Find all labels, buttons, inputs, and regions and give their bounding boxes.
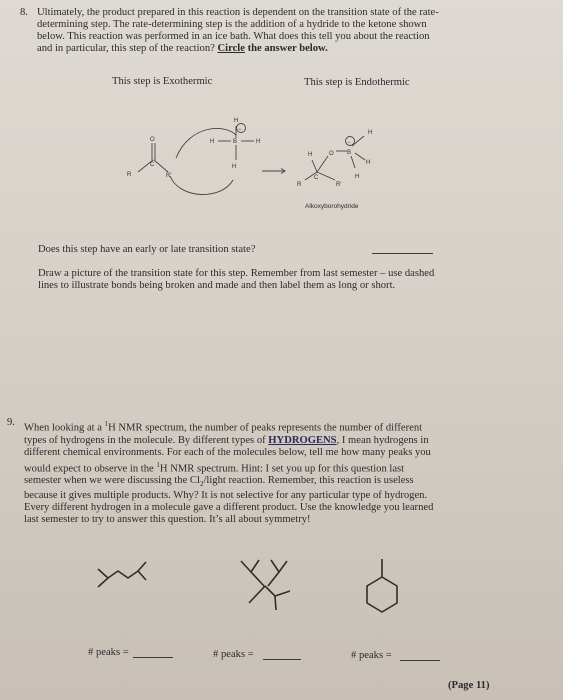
q9-l4-pre: would expect to observe in the [24, 463, 157, 475]
product-carbon: C [314, 175, 319, 181]
q9-l4-post: H NMR spectrum. Hint: I set you up for this question last [159, 463, 405, 475]
q9-line-7: Every different hydrogen in a molecule gave a different product. Use the knowledge you learned [24, 502, 434, 514]
molecule-2-tail [275, 596, 276, 610]
question-8-number: 8. [20, 7, 28, 18]
q8-line-2: determining step. The rate-determining step is the addition of a hydride to the ketone shown [37, 19, 427, 30]
early-late-question: Does this step have an early or late transition state? [38, 244, 256, 255]
q8-circle-word: Circle [217, 43, 245, 54]
molecule-2-right-to-core [268, 572, 279, 586]
q8-line-1: Ultimately, the product prepared in this reaction is dependent on the transition state of the rate- [37, 7, 439, 18]
bh4-h-bottom: H [232, 164, 237, 170]
molecule-1-chain [108, 571, 146, 580]
molecule-2-top-left [241, 560, 259, 572]
option-endothermic[interactable]: This step is Endothermic [304, 77, 410, 88]
molecule-2-left-to-core [251, 572, 264, 586]
q9-l2: types of hydrogens in the molecule. By different types of [24, 434, 269, 446]
product-rprime: R' [336, 182, 342, 188]
molecule-2-top-right [271, 560, 287, 572]
bh4-h-right: H [256, 139, 261, 145]
q9-l5-post: /light reaction. Remember, this reaction is useless [203, 475, 414, 487]
draw-line-2: lines to illustrate bonds being broken and made and then label them as long or short. [38, 280, 396, 291]
q9-sup-1: 1 [104, 420, 109, 428]
q9-l1-pre: When looking at a [24, 422, 105, 434]
molecule-2-peaks-blank[interactable] [263, 659, 301, 660]
molecule-1-peaks-label: # peaks = [88, 647, 129, 658]
q8-line-4-pre: and in particular, this step of the reaction? [37, 43, 218, 54]
product-h-right: H [366, 160, 371, 166]
ketone-oxygen: O [150, 137, 155, 143]
q9-l2-post: , I mean hydrogens in [336, 434, 429, 446]
bh4-h-left: H [210, 139, 215, 145]
molecule-1-peaks-blank[interactable] [133, 657, 173, 658]
molecule-2-side [275, 591, 290, 596]
q8-line-4-post: the answer below. [244, 43, 328, 54]
bh4-charge: − [238, 127, 242, 133]
q8-line-3: below. This reaction was performed in an ice bath. What does this tell you about the reaction [37, 31, 430, 42]
product-oxygen: O [329, 151, 334, 157]
molecule-3-peaks-label: # peaks = [351, 650, 392, 661]
product-h-bottom: H [355, 174, 360, 180]
option-exothermic[interactable]: This step is Exothermic [112, 76, 213, 87]
page-number: (Page 11) [448, 680, 490, 691]
ketone-r: R [127, 172, 132, 178]
molecule-1-left-branch [98, 569, 108, 587]
q9-l5: semester when we were discussing the Cl [24, 475, 200, 487]
molecule-2-down-left [249, 586, 265, 603]
question-9-number: 9. [7, 417, 15, 428]
molecule-2-peaks-label: # peaks = [213, 649, 254, 660]
product-r: R [297, 182, 302, 188]
ketone-rprime: R' [166, 173, 172, 179]
molecule-3-peaks-blank[interactable] [400, 660, 440, 661]
ketone-carbon: C [150, 162, 155, 168]
product-boron: B [347, 150, 352, 156]
molecule-1-right-branch [138, 562, 146, 571]
bh4-h-top: H [234, 118, 239, 124]
q9-sup-2: 1 [156, 460, 160, 469]
draw-line-1: Draw a picture of the transition state for this step. Remember from last semester – use dashed [38, 268, 435, 279]
q9-line-6: because it gives multiple products. Why? It is not selective for any particular type of hydrogen. [24, 490, 428, 502]
q9-hydrogens-word: HYDROGENS [268, 434, 337, 446]
product-charge: − [347, 140, 351, 146]
molecule-3-ring [367, 577, 397, 612]
bh4-boron: B [233, 139, 238, 145]
product-h-alpha: H [308, 152, 313, 158]
q9-line-3: different chemical environments. For each of the molecules below, tell me how many peaks you [24, 446, 431, 458]
product-label: Alkoxyborohydride [305, 203, 359, 210]
molecule-2-down-right [265, 586, 275, 596]
product-h-top: H [368, 130, 373, 136]
q9-line-8: last semester to try to answer this question. It’s all about symmetry! [24, 514, 311, 526]
q9-sub-2: 2 [199, 480, 204, 489]
q9-l1-post: H NMR spectrum, the number of peaks represents the number of different [108, 422, 423, 434]
